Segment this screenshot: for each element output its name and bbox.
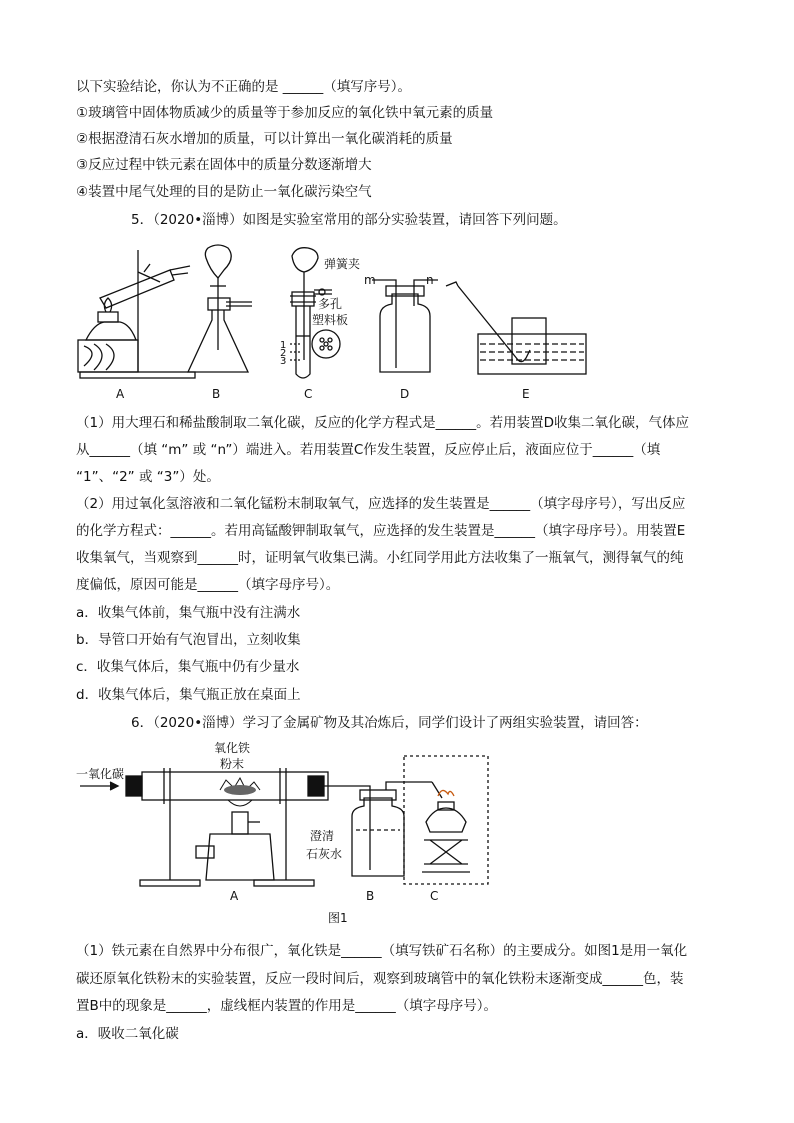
q4-intro: 以下实验结论，你认为不正确的是 ______（填写序号）。 <box>76 79 412 95</box>
fe2o3-label-2: 粉末 <box>220 757 245 771</box>
q6-choice-a: a．吸收二氧化碳 <box>76 1026 179 1042</box>
apparatus-e <box>446 282 586 374</box>
porous-plate-label-1: 多孔 <box>318 297 343 311</box>
level-label-2: 2 <box>280 348 287 359</box>
spring-clip-label: 弹簧夹 <box>324 257 361 271</box>
q5-label-d: D <box>400 387 410 401</box>
q5-p2-line-4: 度偏低，原因可能是______（填字母序号）。 <box>76 577 340 593</box>
q5-p2-line-1: （2）用过氧化氢溶液和二氧化锰粉末制取氧气，应选择的发生装置是______（填字母序号），写出反应 <box>76 496 686 512</box>
q6-apparatus-figure <box>70 738 500 928</box>
q4-option-2: ②根据澄清石灰水增加的质量，可以计算出一氧化碳消耗的质量 <box>76 131 453 147</box>
limewater-label-1: 澄清 <box>310 829 335 843</box>
q5-p1-line-2: 从______（填 “m” 或 “n”）端进入。若用装置C作发生装置，反应停止后，液面应位于______（填 <box>76 442 661 458</box>
apparatus-b <box>188 245 252 372</box>
port-n-label: n <box>426 273 434 287</box>
apparatus-a <box>80 768 350 886</box>
q5-p1-line-1: （1）用大理石和稀盐酸制取二氧化碳，反应的化学方程式是______。若用装置D收集二氧化碳，气体应 <box>76 415 689 431</box>
apparatus-b <box>350 782 432 876</box>
q5-p2-line-3: 收集氧气，当观察到______时，证明氧气收集已满。小红同学用此方法收集了一瓶氧气，测得氧气的纯 <box>76 550 684 566</box>
apparatus-a <box>78 250 195 378</box>
q6-label-a: A <box>230 889 239 903</box>
q4-option-4: ④装置中尾气处理的目的是防止一氧化碳污染空气 <box>76 184 372 200</box>
q6-p1-line-1: （1）铁元素在自然界中分布很广，氧化铁是______（填写铁矿石名称）的主要成分。如图1是用一氧化 <box>76 943 688 959</box>
fe2o3-label-1: 氧化铁 <box>214 741 251 755</box>
q6-label-b: B <box>366 889 375 903</box>
limewater-label-2: 石灰水 <box>306 847 343 861</box>
q6-p1-line-3: 置B中的现象是______，虚线框内装置的作用是______（填字母序号）。 <box>76 998 498 1014</box>
q6-p1-line-2: 碳还原氧化铁粉末的实验装置，反应一段时间后，观察到玻璃管中的氧化铁粉末逐渐变成______色，装 <box>76 971 684 987</box>
port-m-label: m <box>364 273 376 287</box>
figure-caption: 图1 <box>328 911 348 925</box>
q5-label-a: A <box>116 387 125 401</box>
porous-plate-label-2: 塑料板 <box>312 313 349 327</box>
co-label: 一氧化碳 <box>76 767 125 781</box>
q5-p2-line-2: 的化学方程式：______。若用高锰酸钾制取氧气，应选择的发生装置是______（填字母序号）。用装置E <box>76 523 686 539</box>
q4-option-3: ③反应过程中铁元素在固体中的质量分数逐渐增大 <box>76 157 372 173</box>
q5-p1-line-3: “1”、“2” 或 “3”）处。 <box>76 469 220 485</box>
q6-stem: 6．（2020•淄博）学习了金属矿物及其冶炼后，同学们设计了两组实验装置，请回答： <box>131 715 648 731</box>
q5-choice-d: d．收集气体后，集气瓶正放在桌面上 <box>76 687 301 703</box>
level-label-1: 1 <box>280 340 287 351</box>
apparatus-d <box>372 280 438 372</box>
q5-label-c: C <box>304 387 313 401</box>
q5-choice-c: c．收集气体后，集气瓶中仍有少量水 <box>76 659 300 675</box>
q6-label-c: C <box>430 889 439 903</box>
q5-label-b: B <box>212 387 221 401</box>
level-label-3: 3 <box>280 356 287 367</box>
apparatus-c <box>404 756 488 884</box>
q5-apparatus-figure <box>60 240 680 405</box>
q5-choice-a: a．收集气体前，集气瓶中没有注满水 <box>76 605 301 621</box>
q5-label-e: E <box>522 387 530 401</box>
q5-stem: 5．（2020•淄博）如图是实验室常用的部分实验装置，请回答下列问题。 <box>131 212 567 228</box>
q5-choice-b: b．导管口开始有气泡冒出，立刻收集 <box>76 632 301 648</box>
q4-option-1: ①玻璃管中固体物质减少的质量等于参加反应的氧化铁中氧元素的质量 <box>76 105 494 121</box>
